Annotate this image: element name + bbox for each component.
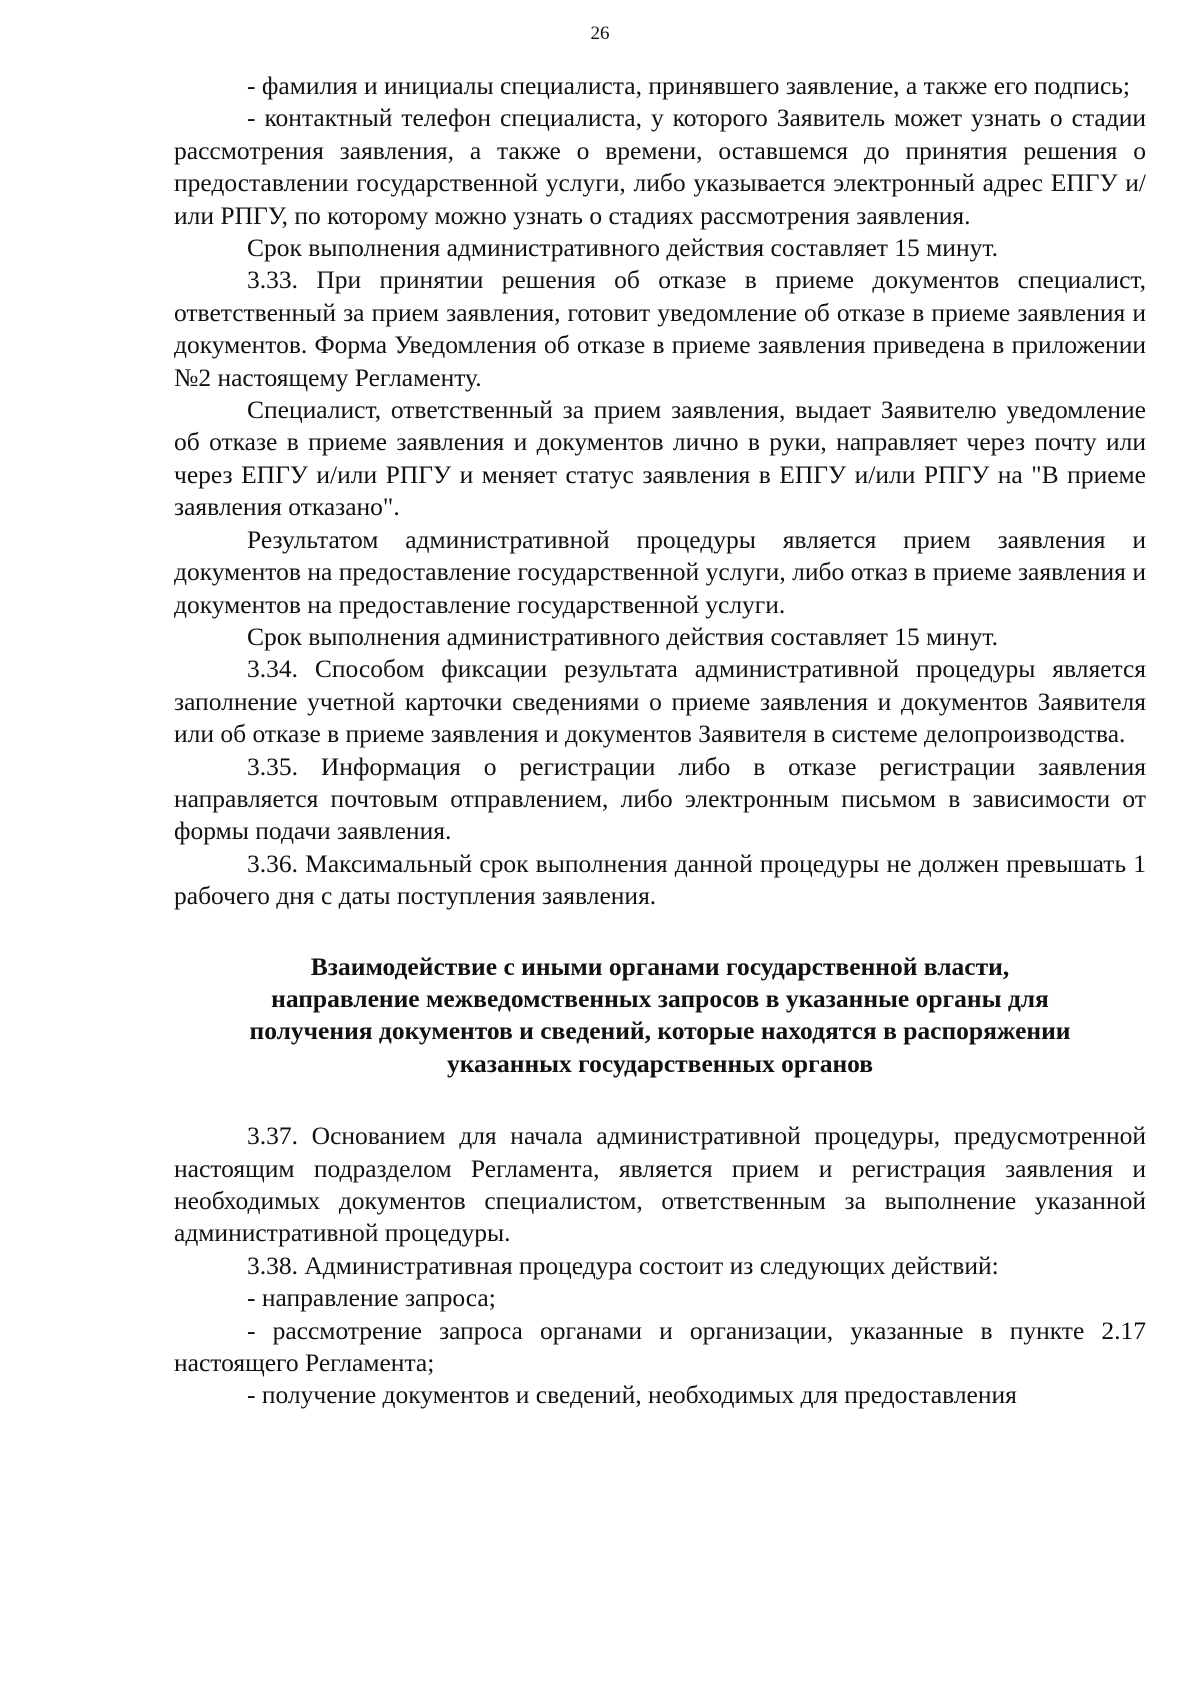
section-heading-line: указанных государственных органов [446,1048,874,1078]
section-heading-line: получения документов и сведений, которые находятся в распоряжении [249,1016,1071,1046]
document-body [174,70,1146,1412]
paragraph-3-35: 3.35. Информация о регистрации либо в отказе регистрации заявления направляется почтовым отправлением, либо электронным письмом в зависимости от формы подачи заявления. [174,751,1146,846]
list-item-send-request: - направление запроса; [247,1283,496,1313]
section-spacer [174,1080,1146,1120]
list-item-receive-documents: - получение документов и сведений, необходимых для предоставления [247,1380,1017,1410]
paragraph-refusal-notice: Специалист, ответственный за прием заявления, выдает Заявителю уведомление об отказе в приеме заявления и документов лично в руки, направляет через почту или через ЕПГУ и/или РПГУ и меняет статус заявления в ЕПГУ и/или РПГУ на "В приеме заявления отказано". [174,395,1146,522]
paragraph-procedure-result: Результатом административной процедуры является прием заявления и документов на предоставление государственной услуги, либо отказ в приеме заявления и документов на предоставление государственной услуги. [174,524,1146,619]
paragraph-3-34: 3.34. Способом фиксации результата административной процедуры является заполнение учетной карточки сведениями о приеме заявления и документов Заявителя или об отказе в приеме заявления и документов Заявителя в системе делопроизводства. [174,654,1146,749]
paragraph-specialist-name: - фамилия и инициалы специалиста, принявшего заявление, а также его подпись; [247,71,1130,100]
section-spacer [174,913,1146,951]
section-heading-line: Взаимодействие с иными органами государственной власти, [310,951,1010,981]
page-number: 26 [590,23,610,44]
paragraph-contact-phone: - контактный телефон специалиста, у которого Заявитель может узнать о стадии рассмотрения заявления, а также о времени, оставшемся до принятия решения о предоставлении государственной услуги, либо указывается электронный адрес ЕПГУ и/или РПГУ, по которому можно узнать о стадиях рассмотрения заявления. [174,103,1146,230]
paragraph-term-15-minutes: Срок выполнения административного действия составляет 15 минут. [247,233,998,263]
paragraph-3-37: 3.37. Основанием для начала административной процедуры, предусмотренной настоящим подразделом Регламента, является прием и регистрация заявления и необходимых документов специалистом, ответственным за выполнение указанной административной процедуры. [174,1121,1146,1248]
paragraph-3-36: 3.36. Максимальный срок выполнения данной процедуры не должен превышать 1 рабочего дня с даты поступления заявления. [174,848,1146,911]
list-item-review-request: - рассмотрение запроса органами и организации, указанные в пункте 2.17 настоящего Регламента; [174,1315,1146,1378]
section-heading [174,951,1146,1081]
paragraph-3-38: 3.38. Административная процедура состоит из следующих действий: [247,1250,999,1280]
paragraph-3-33: 3.33. При принятии решения об отказе в приеме документов специалист, ответственный за прием заявления, готовит уведомление об отказе в приеме заявления и документов. Форма Уведомления об отказе в приеме заявления приведена в приложении №2 настоящему Регламенту. [174,265,1146,392]
section-heading-line: направление межведомственных запросов в указанные органы для [271,983,1049,1013]
paragraph-term-15-minutes-second: Срок выполнения административного действия составляет 15 минут. [247,621,998,651]
